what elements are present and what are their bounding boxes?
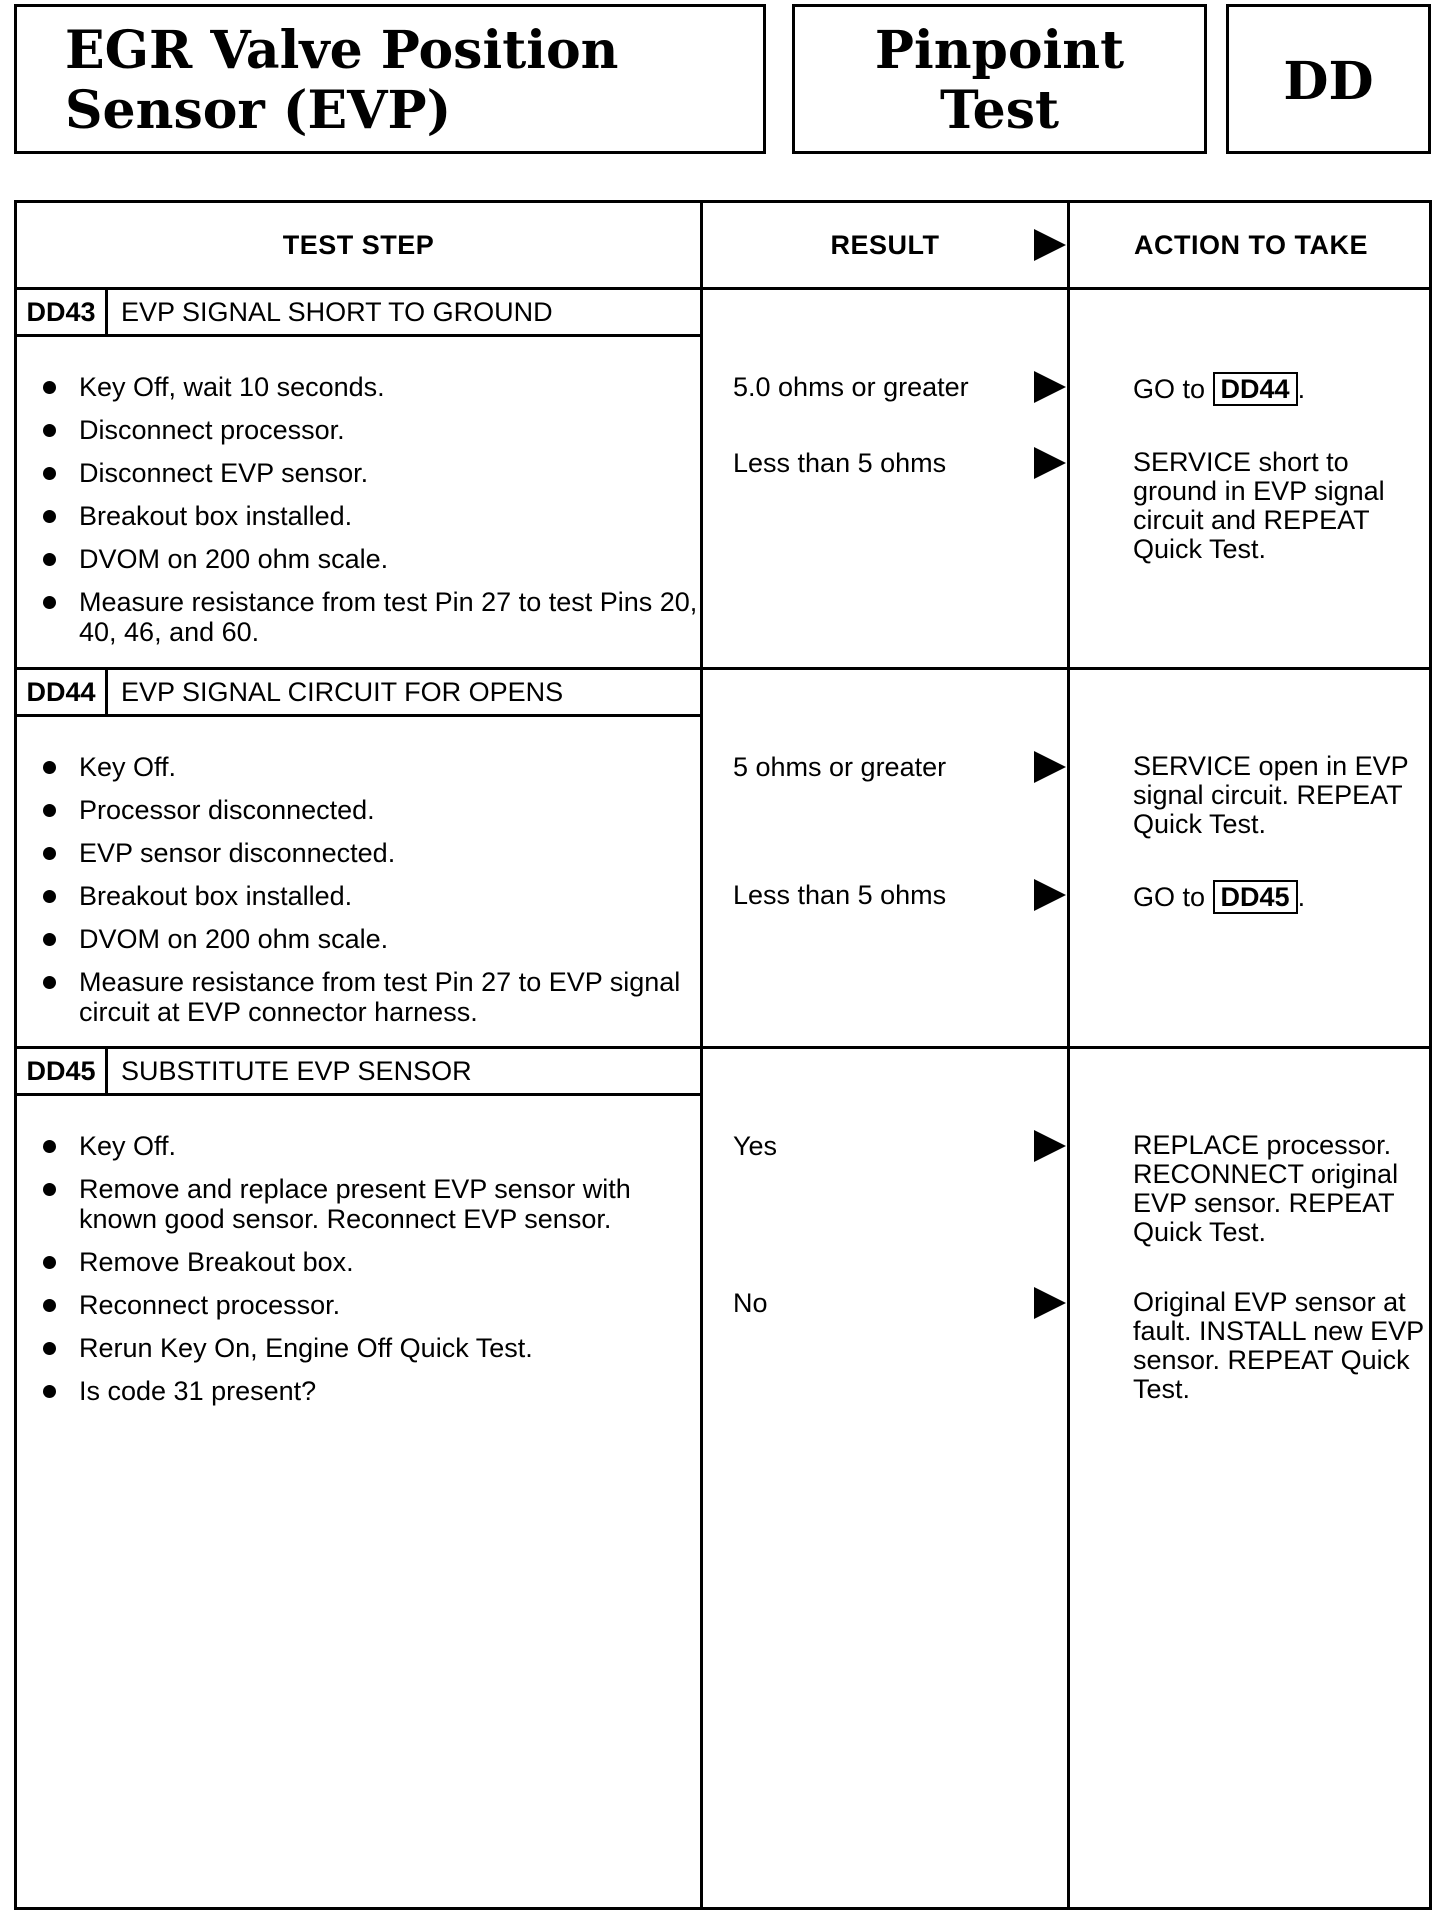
title-line-2: Sensor (EVP) xyxy=(65,80,452,141)
test-code: DD xyxy=(1283,51,1374,112)
step-id: DD44 xyxy=(17,670,108,714)
result-arrow-icon xyxy=(1034,447,1066,479)
step-id: DD43 xyxy=(17,290,108,334)
step-title: EVP SIGNAL SHORT TO GROUND xyxy=(121,297,553,327)
instruction-item: Measure resistance from test Pin 27 to test Pins 20, 40, 46, and 60. xyxy=(41,587,701,647)
title-line-1: EGR Valve Position xyxy=(65,20,619,81)
test-code-box xyxy=(1226,4,1431,154)
instruction-item: Remove Breakout box. xyxy=(41,1247,701,1277)
instruction-item: EVP sensor disconnected. xyxy=(41,838,701,868)
step-label-dd45 xyxy=(17,1049,700,1096)
instruction-item: Is code 31 present? xyxy=(41,1376,701,1406)
step-instructions-dd45 xyxy=(41,1131,701,1419)
result-arrow-icon xyxy=(1034,879,1066,911)
test-type-line-1: Pinpoint xyxy=(874,20,1125,81)
result-text: Less than 5 ohms xyxy=(733,880,947,910)
step-title: SUBSTITUTE EVP SENSOR xyxy=(121,1056,472,1086)
procedure-title xyxy=(14,4,766,154)
go-to-dd45-link[interactable]: DD45 xyxy=(1213,880,1298,914)
column-divider-action xyxy=(1067,203,1070,1907)
instruction-item: Key Off. xyxy=(41,752,701,782)
action-text xyxy=(1133,372,1428,406)
instruction-item: Breakout box installed. xyxy=(41,501,701,531)
action-text: SERVICE open in EVP signal circuit. REPEAT Quick Test. xyxy=(1133,751,1409,839)
result-text: 5 ohms or greater xyxy=(733,752,947,782)
result-text: Less than 5 ohms xyxy=(733,448,947,478)
action-text: REPLACE processor. RECONNECT original EVP sensor. REPEAT Quick Test. xyxy=(1133,1130,1399,1247)
action-text: Original EVP sensor at fault. INSTALL new EVP sensor. REPEAT Quick Test. xyxy=(1133,1287,1424,1404)
instruction-item: Rerun Key On, Engine Off Quick Test. xyxy=(41,1333,701,1363)
step-instructions-dd44 xyxy=(41,752,701,1040)
instruction-item: Key Off, wait 10 seconds. xyxy=(41,372,701,402)
step-title: EVP SIGNAL CIRCUIT FOR OPENS xyxy=(121,677,564,707)
step-label-dd44 xyxy=(17,670,700,717)
go-to-dd44-link[interactable]: DD44 xyxy=(1213,372,1298,406)
result-arrow-icon xyxy=(1034,1130,1066,1162)
instruction-item: DVOM on 200 ohm scale. xyxy=(41,924,701,954)
result-text: 5.0 ohms or greater xyxy=(733,372,969,402)
header-arrow-icon xyxy=(1034,229,1066,261)
step-id: DD45 xyxy=(17,1049,108,1093)
action-text xyxy=(1133,880,1428,914)
instruction-item: Breakout box installed. xyxy=(41,881,701,911)
action-prefix: GO to xyxy=(1133,882,1206,912)
instruction-item: Remove and replace present EVP sensor with known good sensor. Reconnect EVP sensor. xyxy=(41,1174,701,1234)
result-arrow-icon xyxy=(1034,1287,1066,1319)
test-type-box xyxy=(792,4,1207,154)
step-instructions-dd43 xyxy=(41,372,701,660)
column-header-result xyxy=(703,203,1067,287)
instruction-item: Reconnect processor. xyxy=(41,1290,701,1320)
result-arrow-icon xyxy=(1034,751,1066,783)
action-suffix: . xyxy=(1297,374,1306,404)
column-header-action: ACTION TO TAKE xyxy=(1134,230,1368,260)
action-suffix: . xyxy=(1297,882,1306,912)
result-text: No xyxy=(733,1288,768,1318)
instruction-item: Measure resistance from test Pin 27 to EVP signal circuit at EVP connector harness. xyxy=(41,967,701,1027)
result-arrow-icon xyxy=(1034,371,1066,403)
instruction-item: Disconnect EVP sensor. xyxy=(41,458,701,488)
instruction-item: Disconnect processor. xyxy=(41,415,701,445)
result-text: Yes xyxy=(733,1131,778,1161)
action-text: SERVICE short to ground in EVP signal circuit and REPEAT Quick Test. xyxy=(1133,447,1385,564)
step-label-dd43 xyxy=(17,290,700,337)
instruction-item: Key Off. xyxy=(41,1131,701,1161)
action-prefix: GO to xyxy=(1133,374,1206,404)
instruction-item: Processor disconnected. xyxy=(41,795,701,825)
instruction-item: DVOM on 200 ohm scale. xyxy=(41,544,701,574)
column-header-test-step: TEST STEP xyxy=(282,230,435,260)
column-header-result-label: RESULT xyxy=(830,230,940,260)
pinpoint-test-table xyxy=(14,200,1432,1910)
test-type-line-2: Test xyxy=(939,80,1060,141)
